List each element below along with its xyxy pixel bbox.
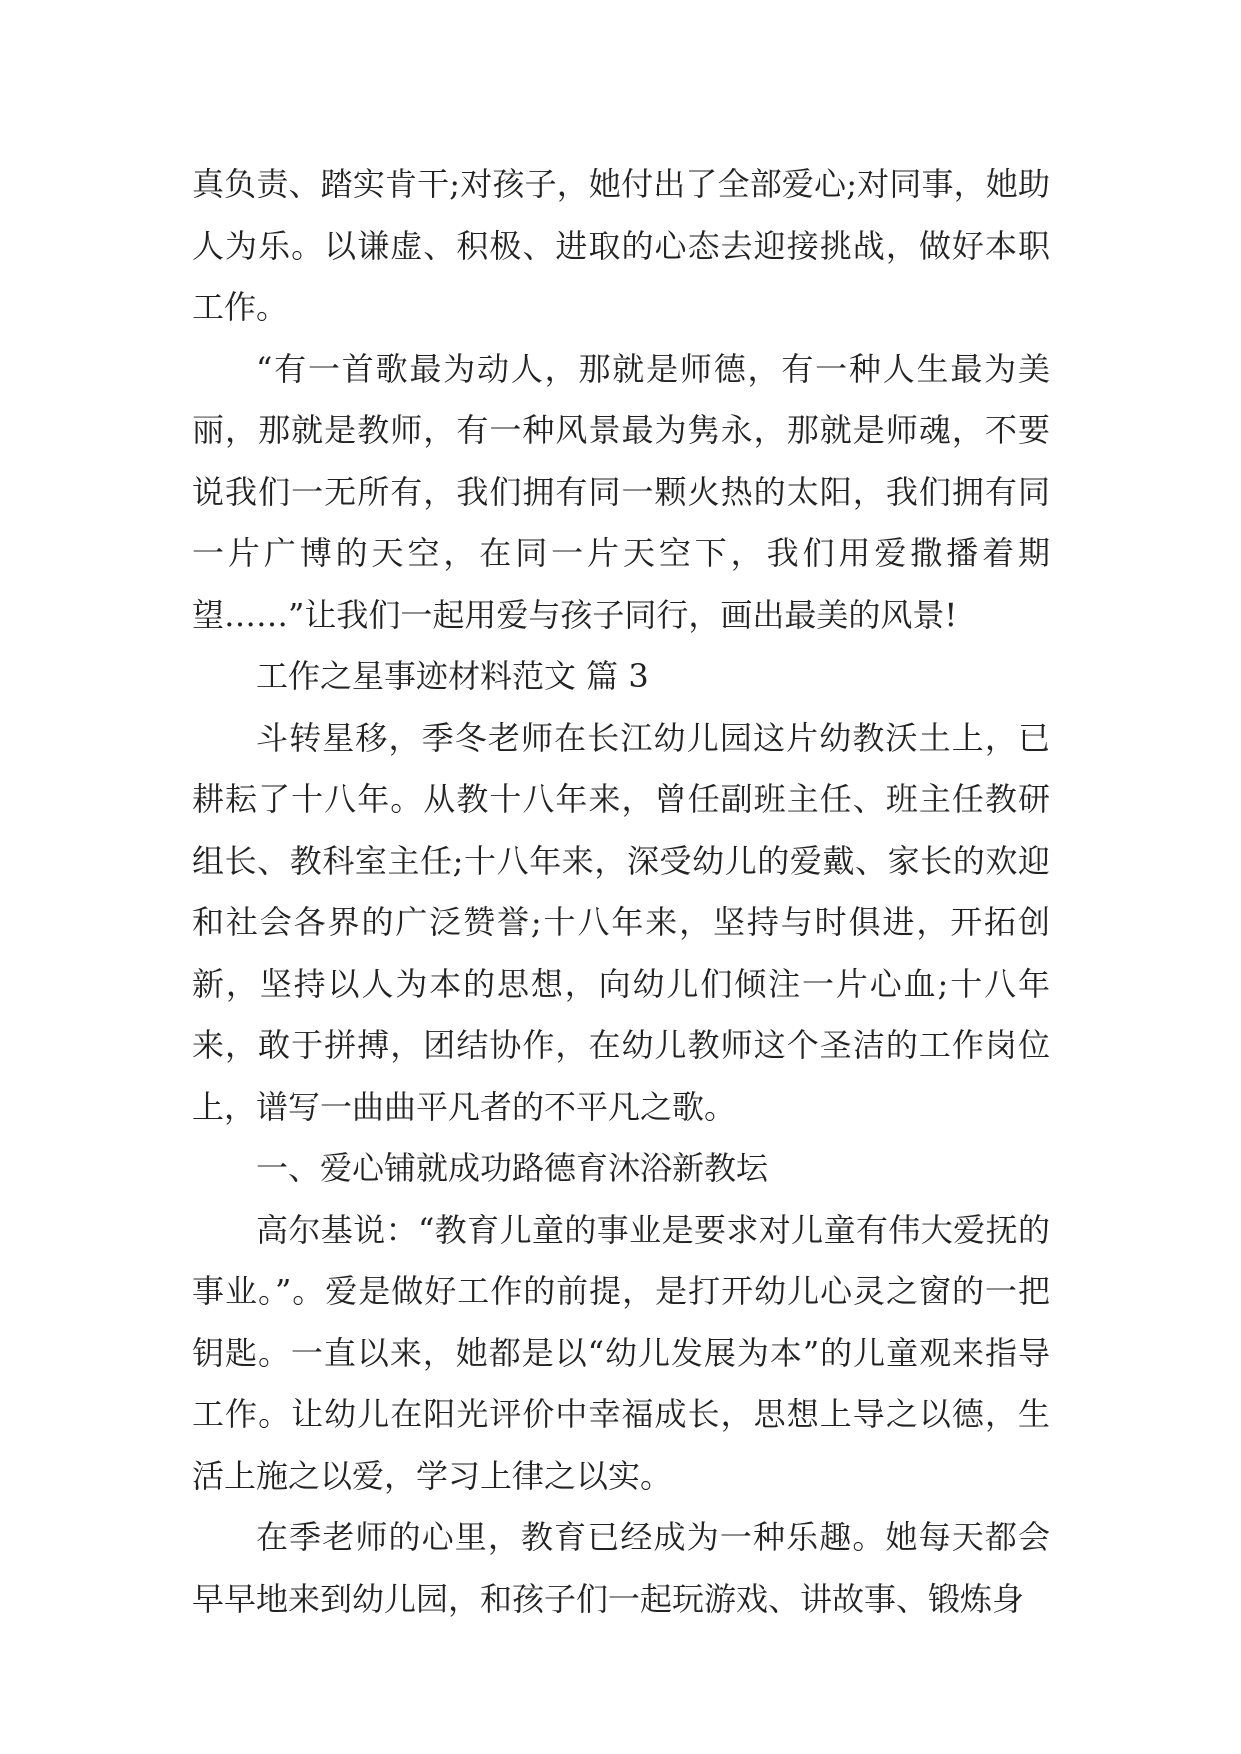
paragraph-continuation: 真负责、踏实肯干;对孩子，她付出了全部爱心;对同事，她助人为乐。以谦虚、积极、进取的心态去迎接挑战，做好本职工作。 xyxy=(192,165,1050,326)
document-body xyxy=(192,154,1050,1630)
paragraph-intro: 斗转星移，季冬老师在长江幼儿园这片幼教沃土上，已耕耘了十八年。从教十八年来，曾任副班主任、班主任教研组长、教科室主任;十八年来，深受幼儿的爱戴、家长的欢迎和社会各界的广泛赞誉;十八年来，坚持与时俱进，开拓创新，坚持以人为本的思想，向幼儿们倾注一片心血;十八年来，敢于拼搏，团结协作，在幼儿教师这个圣洁的工作岗位上，谱写一曲曲平凡者的不平凡之歌。 xyxy=(192,718,1050,1126)
paragraph-gorky-quote: 高尔基说：“教育儿童的事业是要求对儿童有伟大爱抚的事业。”。爱是做好工作的前提，是打开幼儿心灵之窗的一把钥匙。一直以来，她都是以“幼儿发展为本”的儿童观来指导工作。让幼儿在阳光评价中幸福成长，思想上导之以德，生活上施之以爱，学习上律之以实。 xyxy=(192,1210,1050,1495)
section-heading-article-3: 工作之星事迹材料范文 篇 3 xyxy=(256,657,649,695)
section-heading-1: 一、爱心铺就成功路德育沐浴新教坛 xyxy=(256,1149,769,1187)
paragraph-daily-routine: 在季老师的心里，教育已经成为一种乐趣。她每天都会早早地来到幼儿园，和孩子们一起玩游戏、讲故事、锻炼身 xyxy=(192,1518,1050,1618)
paragraph-quote: “有一首歌最为动人，那就是师德，有一种人生最为美丽，那就是教师，有一种风景最为隽永，那就是师魂，不要说我们一无所有，我们拥有同一颗火热的太阳，我们拥有同一片广博的天空，在同一片天空下，我们用爱撒播着期望……”让我们一起用爱与孩子同行，画出最美的风景! xyxy=(192,349,1050,634)
